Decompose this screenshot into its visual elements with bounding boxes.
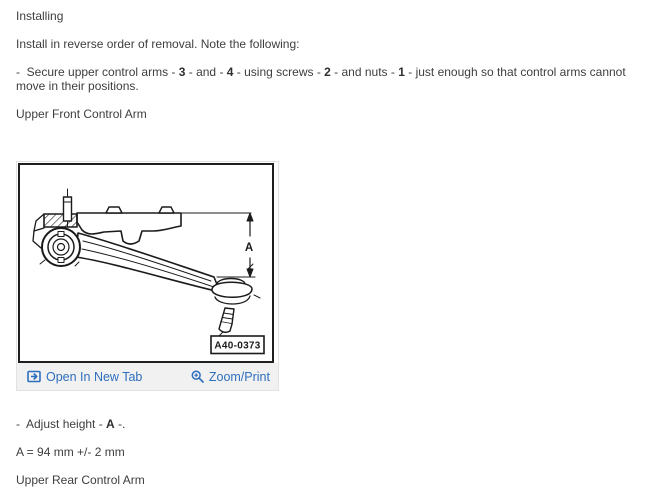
open-in-new-tab-icon [27, 370, 41, 383]
secure-instruction: - Secure upper control arms - 3 - and - 4 - using screws - 2 - and nuts - 1 - just enough so that control arms cannot move in their positions. [16, 65, 630, 93]
part-number-text: A40-0373 [214, 340, 261, 352]
figure-widget [16, 161, 279, 391]
dimension-value: A = 94 mm +/- 2 mm [16, 445, 125, 459]
control-arm-diagram [20, 165, 272, 361]
zoom-magnifier-icon [191, 370, 204, 383]
installing-heading: Installing [16, 9, 64, 23]
adjust-instruction: - Adjust height - A -. [16, 417, 126, 431]
rear-arm-heading: Upper Rear Control Arm [16, 473, 145, 487]
zoom-print-link[interactable]: Zoom/Print [191, 370, 270, 384]
manual-page [0, 9, 650, 487]
figure-link-bar [17, 363, 278, 390]
front-arm-heading: Upper Front Control Arm [16, 107, 147, 121]
open-in-new-tab-link[interactable]: Open In New Tab [27, 370, 142, 384]
dimension-label-a: A [244, 242, 254, 254]
intro-text: Install in reverse order of removal. Note the following: [16, 37, 300, 51]
diagram-image [18, 163, 274, 363]
